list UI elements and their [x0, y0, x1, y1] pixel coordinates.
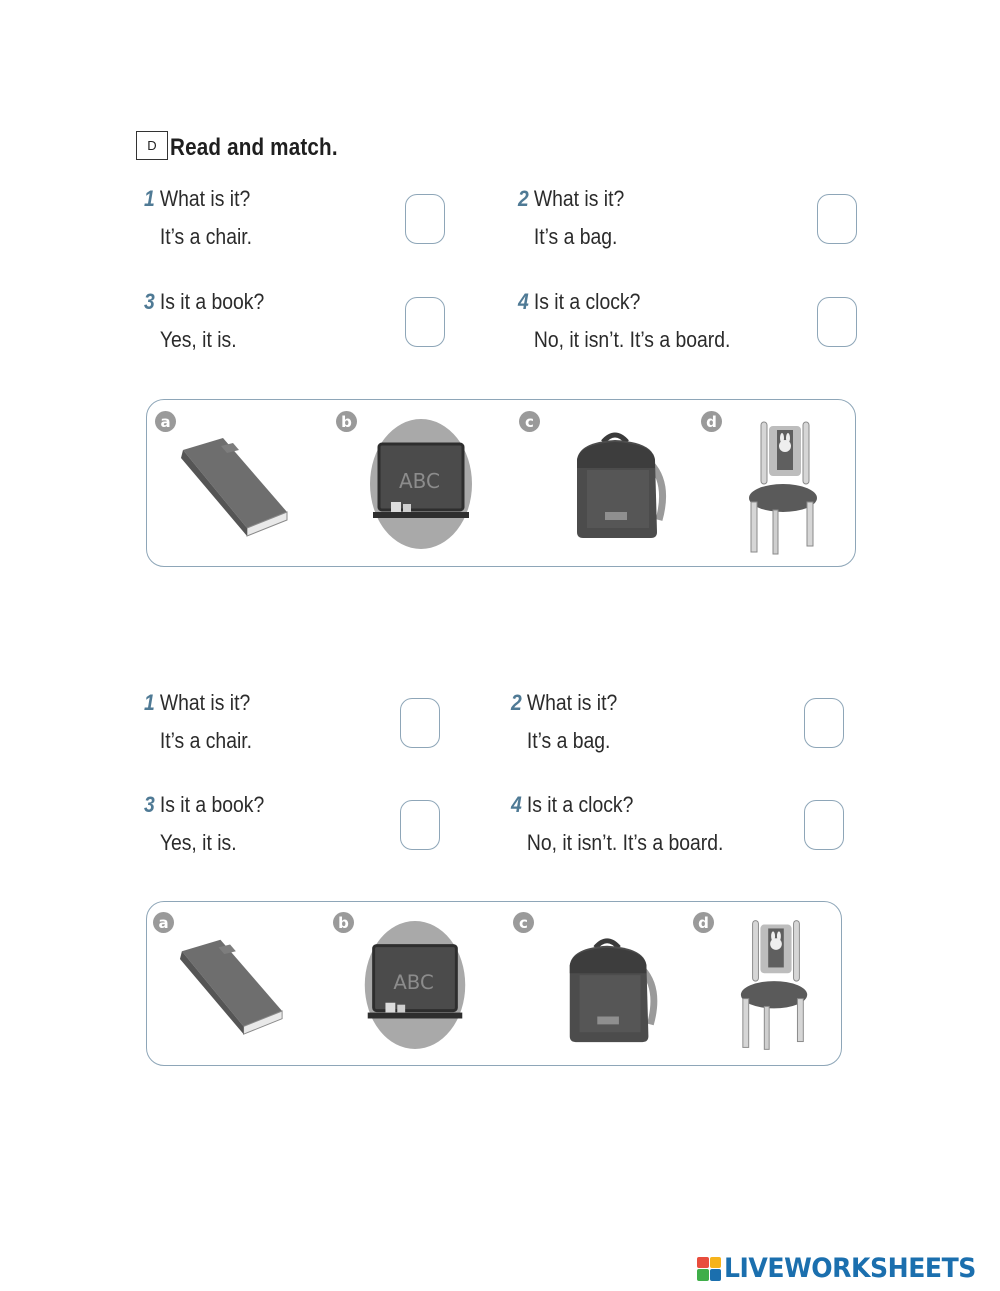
question-item	[518, 180, 624, 256]
chair-icon	[737, 916, 815, 1054]
question-number: 4	[518, 289, 529, 314]
question-number: 3	[144, 792, 155, 817]
question-item	[511, 786, 723, 862]
exercise-label: D	[136, 131, 168, 160]
question-item	[511, 684, 617, 760]
question-item	[144, 283, 264, 359]
option-letter: b	[336, 411, 357, 432]
option-letter: c	[513, 912, 534, 933]
question-item	[518, 283, 730, 359]
question-text: What is it?	[159, 186, 251, 211]
answer-box[interactable]	[817, 297, 857, 347]
question-item	[144, 786, 264, 862]
question-text: What is it?	[533, 186, 625, 211]
brand-mark-icon	[697, 1257, 721, 1281]
question-number: 1	[144, 690, 155, 715]
question-item	[144, 180, 252, 256]
board-icon	[363, 920, 467, 1050]
book-icon	[175, 430, 295, 540]
brand-name: LIVEWORKSHEETS	[724, 1253, 976, 1284]
brand-logo[interactable]	[697, 1253, 995, 1284]
picture-panel	[146, 901, 842, 1066]
exercise-title: Read and match.	[170, 134, 338, 161]
bag-icon	[561, 930, 667, 1046]
answer-box[interactable]	[405, 297, 445, 347]
board-icon	[369, 418, 473, 550]
option-letter: a	[153, 912, 174, 933]
book-icon	[173, 932, 291, 1038]
board-text: ABC	[399, 469, 441, 493]
question-number: 1	[144, 186, 155, 211]
question-number: 2	[511, 690, 522, 715]
answer-box[interactable]	[804, 800, 844, 850]
board-text: ABC	[393, 970, 434, 994]
question-text: Is it a clock?	[533, 289, 641, 314]
answer-text: It’s a chair.	[159, 224, 253, 249]
option-letter: c	[519, 411, 540, 432]
answer-text: No, it isn’t. It’s a board.	[533, 327, 731, 352]
option-letter: d	[701, 411, 722, 432]
question-text: Is it a book?	[159, 792, 265, 817]
question-number: 4	[511, 792, 522, 817]
answer-text: Yes, it is.	[159, 830, 237, 855]
answer-text: It’s a bag.	[526, 728, 611, 753]
answer-box[interactable]	[400, 698, 440, 748]
answer-text: Yes, it is.	[159, 327, 237, 352]
answer-box[interactable]	[405, 194, 445, 244]
question-item	[144, 684, 252, 760]
answer-text: It’s a chair.	[159, 728, 253, 753]
bag-icon	[569, 424, 675, 542]
question-text: What is it?	[159, 690, 251, 715]
question-text: Is it a clock?	[526, 792, 634, 817]
answer-box[interactable]	[400, 800, 440, 850]
answer-box[interactable]	[817, 194, 857, 244]
answer-text: No, it isn’t. It’s a board.	[526, 830, 724, 855]
answer-text: It’s a bag.	[533, 224, 618, 249]
question-text: Is it a book?	[159, 289, 265, 314]
answer-box[interactable]	[804, 698, 844, 748]
picture-panel	[146, 399, 856, 567]
option-letter: b	[333, 912, 354, 933]
option-letter: d	[693, 912, 714, 933]
chair-icon	[745, 418, 825, 558]
question-number: 3	[144, 289, 155, 314]
question-number: 2	[518, 186, 529, 211]
option-letter: a	[155, 411, 176, 432]
question-text: What is it?	[526, 690, 618, 715]
